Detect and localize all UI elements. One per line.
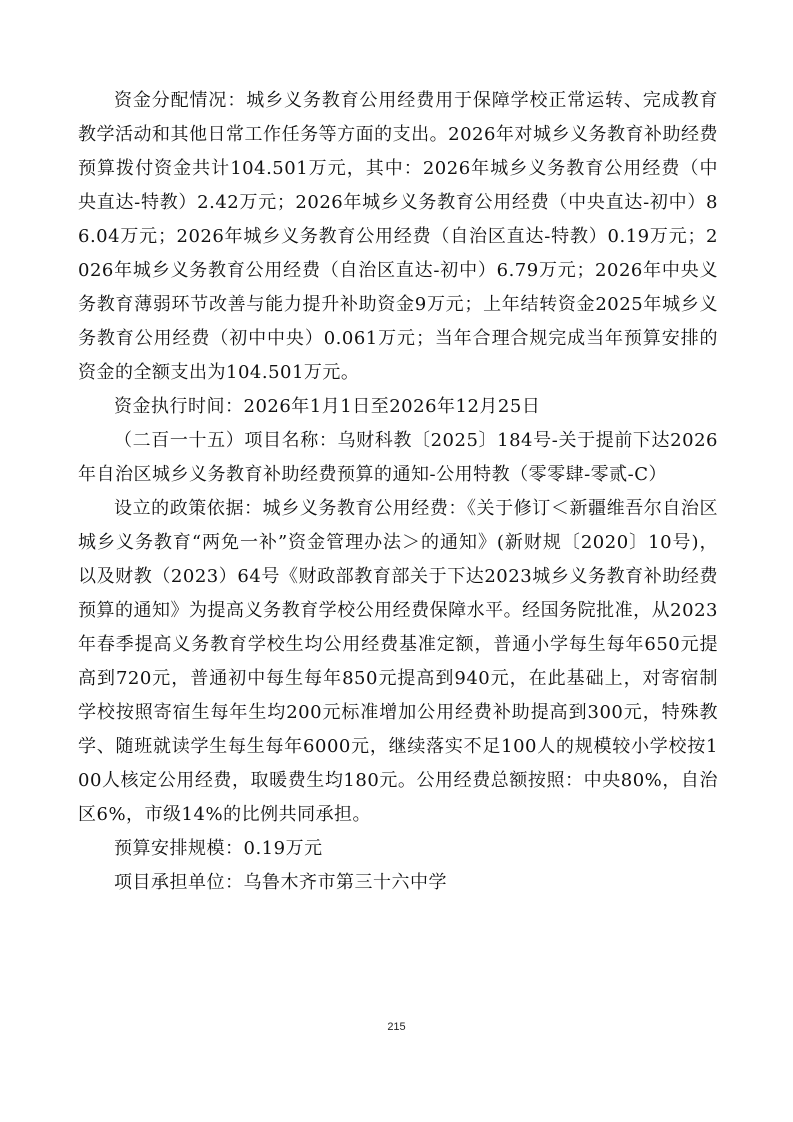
- project-name-paragraph: （二百一十五）项目名称：乌财科教〔2025〕184号-关于提前下达2026年自治区城乡义务教育补助经费预算的通知-公用特教（零零肆-零贰-C）: [78, 430, 718, 485]
- execution-time-paragraph: 资金执行时间：2026年1月1日至2026年12月25日: [114, 396, 541, 417]
- policy-basis-paragraph: 设立的政策依据：城乡义务教育公用经费：《关于修订＜新疆维吾尔自治区城乡义务教育“两免一补”资金管理办法＞的通知》(新财规〔2020〕10号)，以及财教（2023）64号《财政部教育部关于下达2023城乡义务教育补助经费预算的通知》为提高义务教育学校公用经费保障水平。经国务院批准，从2023年春季提高义务教育学校生均公用经费基准定额，普通小学每生每年650元提高到720元，普通初中每生每年850元提高到940元，在此基础上，对寄宿制学校按照寄宿生每年生均200元标准增加公用经费补助提高到300元，特殊教学、随班就读学生每生每年6000元，继续落实不足100人的规模较小学校按100人核定公用经费，取暖费生均180元。公用经费总额按照：中央80%，自治区6%，市级14%的比例共同承担。: [78, 498, 718, 825]
- undertaking-unit-paragraph: 项目承担单位：乌鲁木齐市第三十六中学: [114, 872, 447, 893]
- fund-allocation-paragraph: 资金分配情况：城乡义务教育公用经费用于保障学校正常运转、完成教育教学活动和其他日常工作任务等方面的支出。2026年对城乡义务教育补助经费预算拨付资金共计104.501万元，其中：2026年城乡义务教育公用经费（中央直达-特教）2.42万元；2026年城乡义务教育公用经费（中央直达-初中）86.04万元；2026年城乡义务教育公用经费（自治区直达-特教）0.19万元；2026年城乡义务教育公用经费（自治区直达-初中）6.79万元；2026年中央义务教育薄弱环节改善与能力提升补助资金9万元；上年结转资金2025年城乡义务教育公用经费（初中中央）0.061万元；当年合理合规完成当年预算安排的资金的全额支出为104.501万元。: [78, 90, 718, 383]
- document-body: [78, 84, 718, 900]
- page-number: 215: [387, 1021, 406, 1033]
- budget-scale-paragraph: 预算安排规模：0.19万元: [114, 838, 323, 859]
